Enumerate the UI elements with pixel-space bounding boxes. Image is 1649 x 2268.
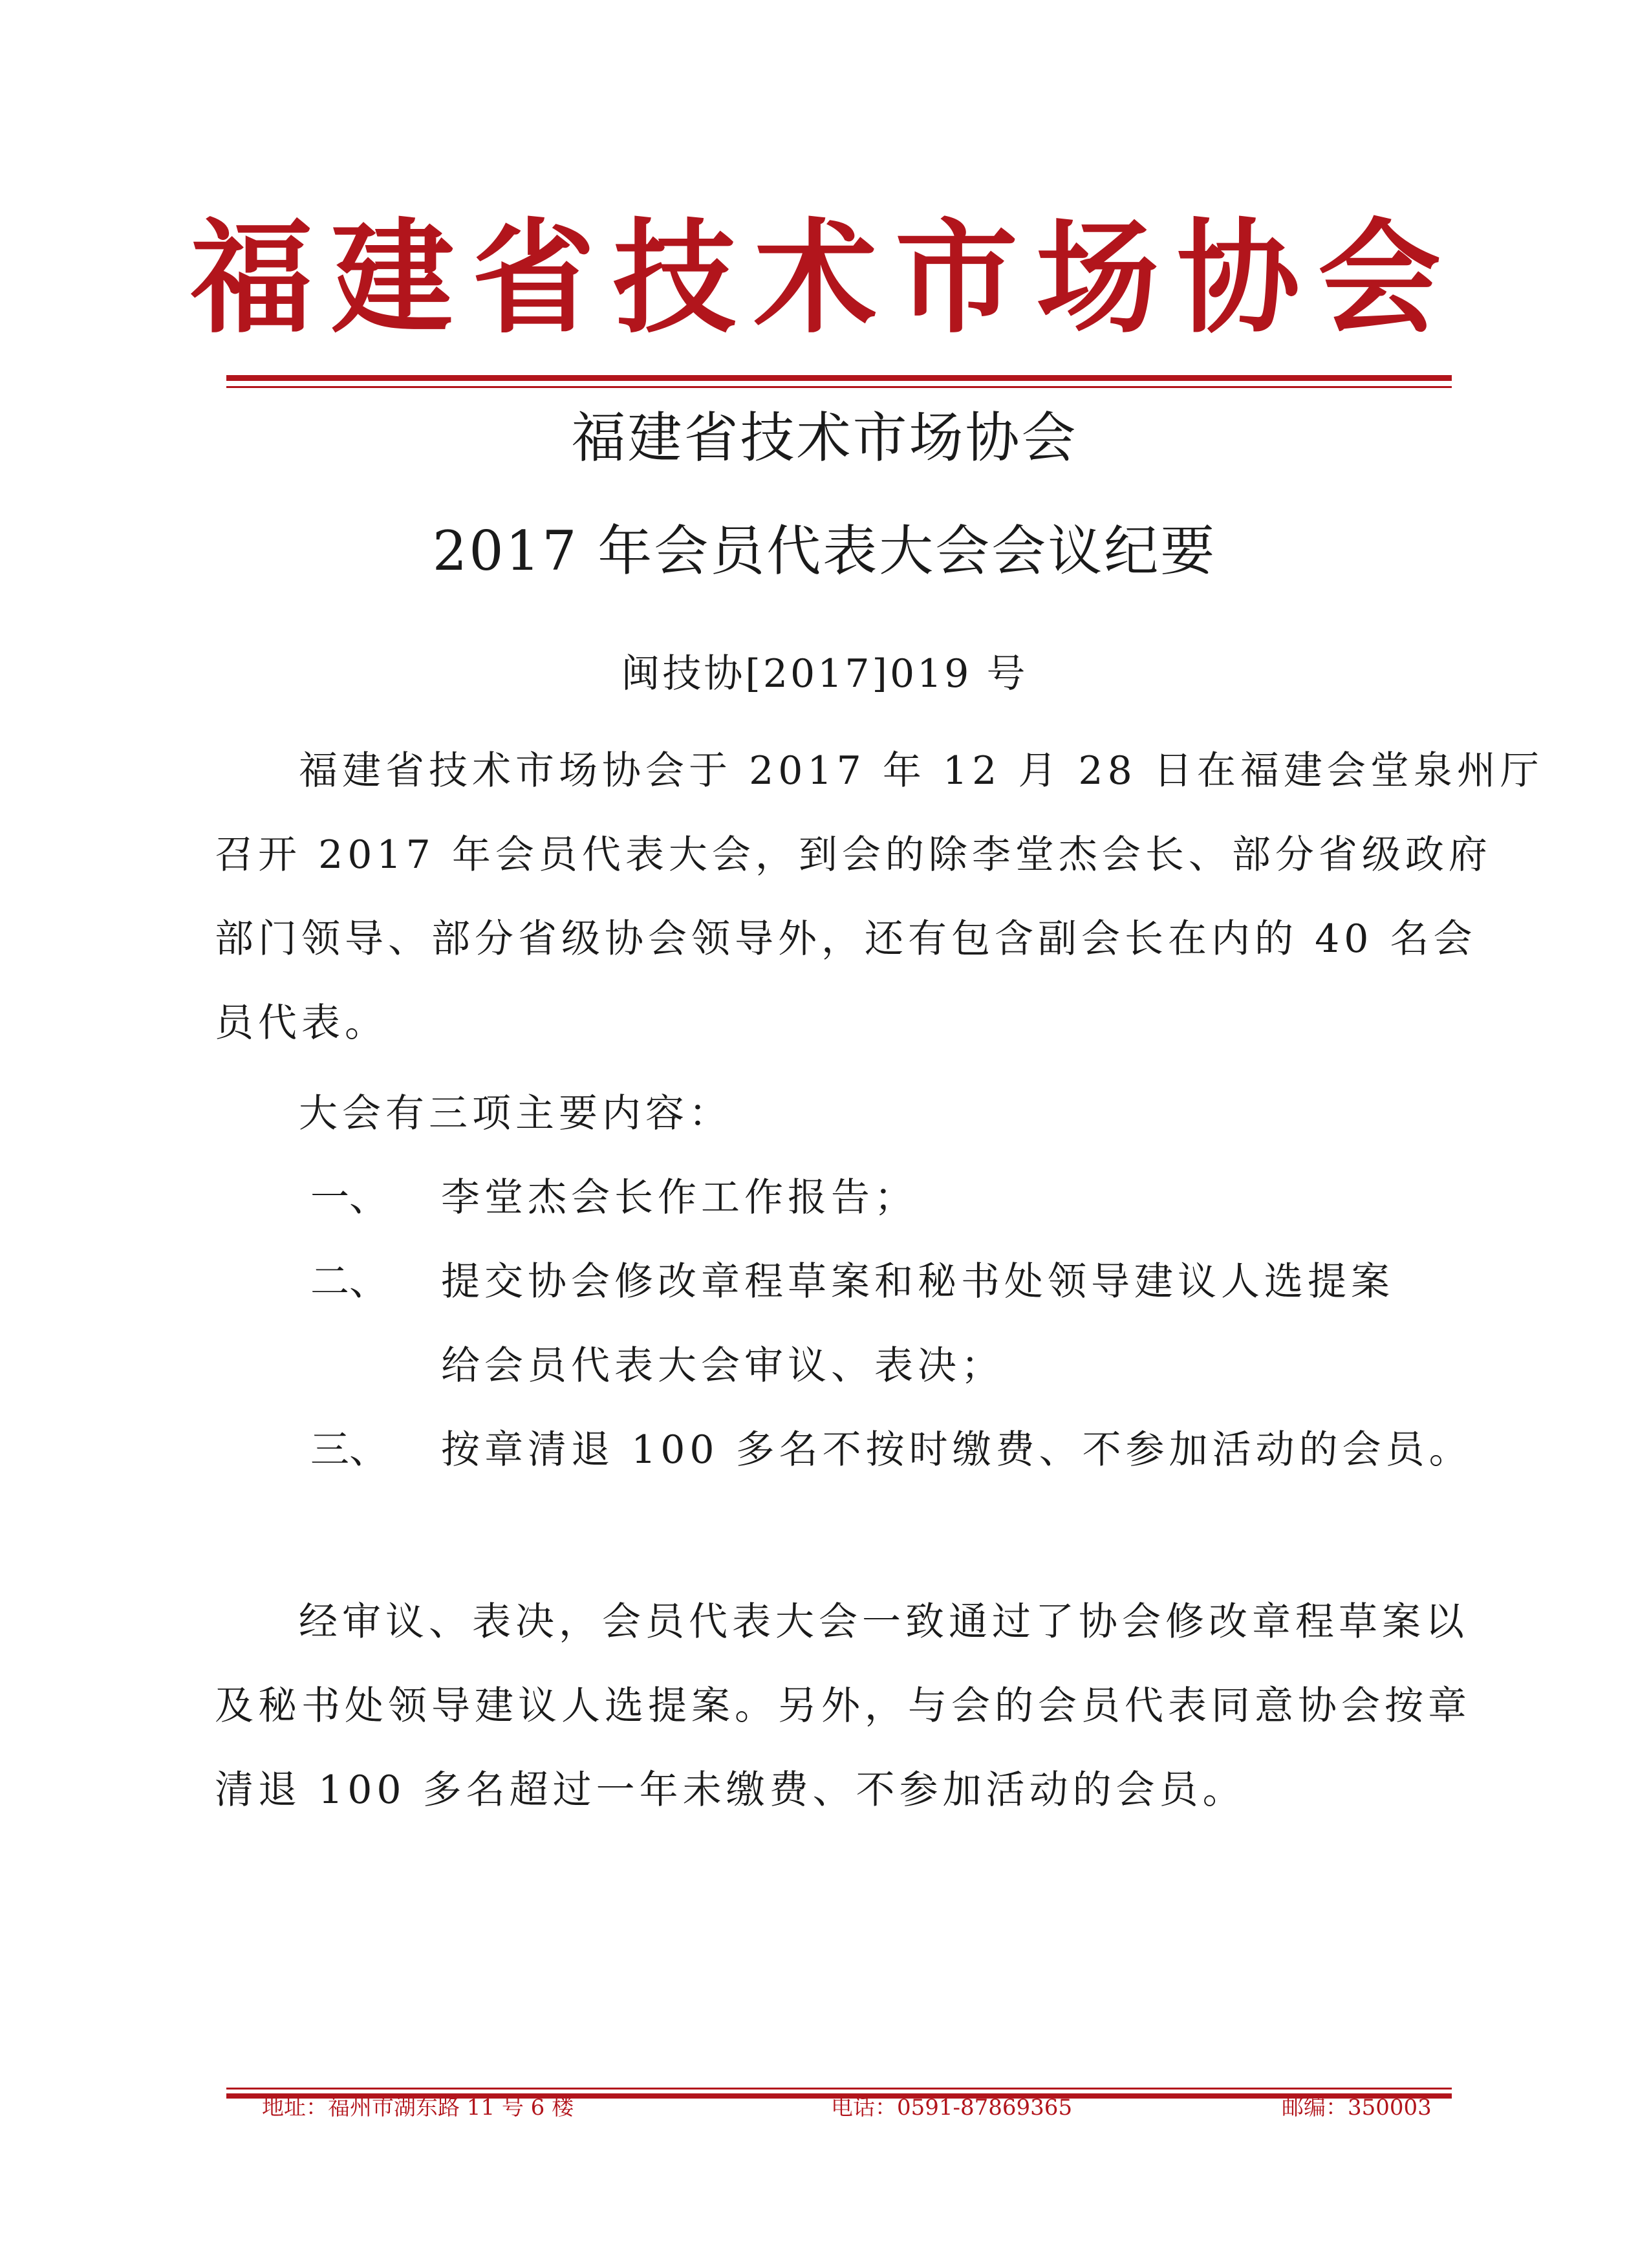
list-item-marker: 一、 (310, 1175, 388, 1220)
list-item-text: 提交协会修改章程草案和秘书处领导建议人选提案 (441, 1259, 1394, 1304)
paragraph1-line: 员代表。 (215, 1000, 388, 1046)
paragraph1-line: 部门领导、部分省级协会领导外，还有包含副会长在内的 40 名会 (215, 916, 1477, 962)
paragraph2-line: 经审议、表决，会员代表大会一致通过了协会修改章程草案以 (299, 1599, 1469, 1645)
letterhead-rule-thin (226, 386, 1452, 388)
document-title-line2: 2017 年会员代表大会会议纪要 (432, 519, 1217, 583)
paragraph2-line: 清退 100 多名超过一年未缴费、不参加活动的会员。 (215, 1767, 1246, 1813)
paragraph1-line: 召开 2017 年会员代表大会，到会的除李堂杰会长、部分省级政府 (215, 832, 1492, 878)
letterhead-rule-thick (226, 375, 1452, 381)
items-intro: 大会有三项主要内容： (299, 1091, 732, 1136)
paragraph1-line: 福建省技术市场协会于 2017 年 12 月 28 日在福建会堂泉州厅 (299, 748, 1544, 794)
footer-rule-thin (226, 2088, 1452, 2090)
list-item-text: 李堂杰会长作工作报告； (441, 1175, 918, 1220)
letterhead-org-name: 福建省技术市场协会 (189, 206, 1459, 350)
list-item-text: 给会员代表大会审议、表决； (441, 1343, 1004, 1388)
list-item-marker: 二、 (310, 1259, 388, 1304)
footer-phone: 电话：0591-87869365 (831, 2095, 1073, 2121)
paragraph2-line: 及秘书处领导建议人选提案。另外，与会的会员代表同意协会按章 (215, 1683, 1471, 1729)
footer-address: 地址：福州市湖东路 11 号 6 楼 (262, 2095, 574, 2121)
document-title-line1: 福建省技术市场协会 (571, 406, 1078, 470)
list-item-marker: 三、 (310, 1427, 388, 1473)
footer-postcode: 邮编：350003 (1282, 2095, 1432, 2121)
list-item-text: 按章清退 100 多名不按时缴费、不参加活动的会员。 (441, 1427, 1472, 1473)
document-number: 闽技协[2017]019 号 (621, 651, 1028, 697)
